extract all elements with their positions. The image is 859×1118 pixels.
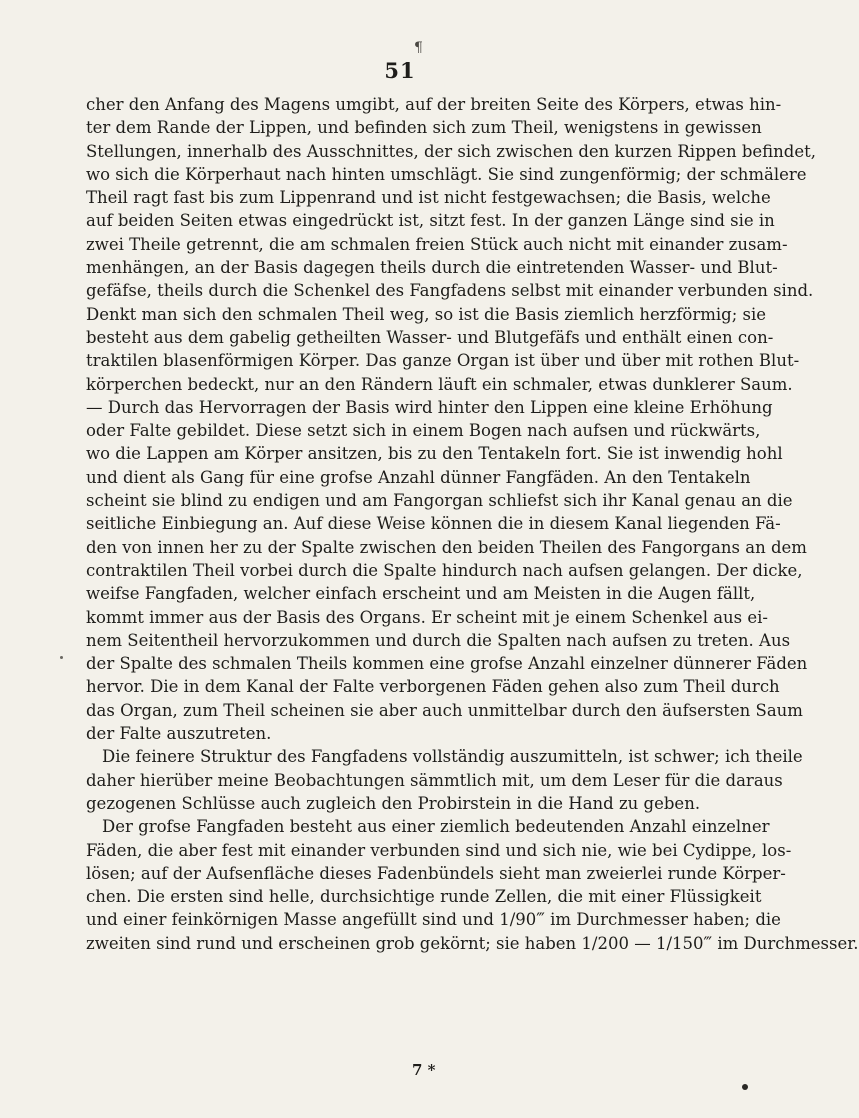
bottom-speck [742, 1084, 748, 1090]
text-line: wo sich die Körperhaut nach hinten umschlägt. Sie sind zungenförmig; der schmälere [86, 164, 807, 184]
text-line: besteht aus dem gabelig getheilten Wasser- und Blutgefäfs und enthält einen con- [86, 327, 774, 347]
margin-speck [60, 656, 63, 659]
text-line: wo die Lappen am Körper ansitzen, bis zu den Tentakeln fort. Sie ist inwendig hohl [86, 444, 783, 464]
text-line: oder Falte gebildet. Diese setzt sich in einem Bogen nach aufsen und rückwärts, [86, 421, 761, 441]
text-line: den von innen her zu der Spalte zwischen den beiden Theilen des Fangorgans an dem [86, 537, 807, 557]
text-line: der Falte auszutreten. [86, 724, 272, 744]
text-line: kommt immer aus der Basis des Organs. Er scheint mit je einem Schenkel aus ei- [86, 607, 769, 627]
text-line: zwei Theile getrennt, die am schmalen freien Stück auch nicht mit einander zusam- [86, 234, 788, 254]
text-line: gefäfse, theils durch die Schenkel des Fangfadens selbst mit einander verbunden sind. [86, 281, 814, 301]
text-line: traktilen blasenförmigen Körper. Das ganze Organ ist über und über mit rothen Blut- [86, 351, 800, 371]
text-line: seitliche Einbiegung an. Auf diese Weise können die in diesem Kanal liegenden Fä- [86, 514, 781, 534]
text-line: und einer feinkörnigen Masse angefüllt sind und 1/90‴ im Durchmesser haben; die [86, 910, 781, 930]
text-line: der Spalte des schmalen Theils kommen eine grofse Anzahl einzelner dünnerer Fäden [86, 654, 808, 674]
text-line: ter dem Rande der Lippen, und befinden sich zum Theil, wenigstens in gewissen [86, 118, 762, 138]
text-line: Der grofse Fangfaden besteht aus einer ziemlich bedeutenden Anzahl einzelner [102, 817, 770, 837]
text-line: zweiten sind rund und erscheinen grob gekörnt; sie haben 1/200 — 1/150‴ im Durchmesser. [86, 933, 859, 953]
text-line: Denkt man sich den schmalen Theil weg, so ist die Basis ziemlich herzförmig; sie [86, 304, 767, 324]
text-line: Stellungen, innerhalb des Ausschnittes, der sich zwischen den kurzen Rippen befindet, [86, 141, 816, 161]
text-line: hervor. Die in dem Kanal der Falte verborgenen Fäden gehen also zum Theil durch [86, 677, 780, 697]
text-line: Die feinere Struktur des Fangfadens vollständig auszumitteln, ist schwer; ich theile [102, 747, 803, 767]
text-line: nem Seitentheil hervorzukommen und durch die Spalten nach aufsen zu treten. Aus [86, 630, 791, 650]
text-line: daher hierüber meine Beobachtungen sämmtlich mit, um dem Leser für die daraus [86, 770, 783, 790]
text-line: weifse Fangfaden, welcher einfach erscheint und am Meisten in die Augen fällt, [86, 584, 756, 604]
body-text [86, 93, 859, 955]
text-line: scheint sie blind zu endigen und am Fangorgan schliefst sich ihr Kanal genau an die [86, 491, 793, 511]
text-line: cher den Anfang des Magens umgibt, auf der breiten Seite des Körpers, etwas hin- [86, 95, 782, 114]
signature-mark: 7 * [412, 1061, 436, 1079]
page-top-mark: ¶ [414, 40, 423, 56]
text-line: auf beiden Seiten etwas eingedrückt ist, sitzt fest. In der ganzen Länge sind sie in [86, 211, 775, 231]
text-line: contraktilen Theil vorbei durch die Spalte hindurch nach aufsen gelangen. Der dicke, [86, 560, 803, 580]
text-line: lösen; auf der Aufsenfläche dieses Fadenbündels sieht man zweierlei runde Körper- [86, 863, 786, 883]
page-number: 51 [384, 58, 416, 83]
text-line: und dient als Gang für eine grofse Anzahl dünner Fangfäden. An den Tentakeln [86, 467, 751, 487]
text-line: Fäden, die aber fest mit einander verbunden sind und sich nie, wie bei Cydippe, los- [86, 840, 792, 860]
text-line: — Durch das Hervorragen der Basis wird hinter den Lippen eine kleine Erhöhung [86, 397, 773, 417]
text-line: chen. Die ersten sind helle, durchsichtige runde Zellen, die mit einer Flüssigkeit [86, 887, 762, 907]
text-line: körperchen bedeckt, nur an den Rändern läuft ein schmaler, etwas dunklerer Saum. [86, 374, 793, 394]
text-line: das Organ, zum Theil scheinen sie aber auch unmittelbar durch den äufsersten Saum [86, 700, 803, 720]
text-line: menhängen, an der Basis dagegen theils durch die eintretenden Wasser- und Blut- [86, 258, 778, 278]
text-line: Theil ragt fast bis zum Lippenrand und ist nicht festgewachsen; die Basis, welche [86, 188, 771, 208]
text-line: gezogenen Schlüsse auch zugleich den Probirstein in die Hand zu geben. [86, 793, 701, 813]
